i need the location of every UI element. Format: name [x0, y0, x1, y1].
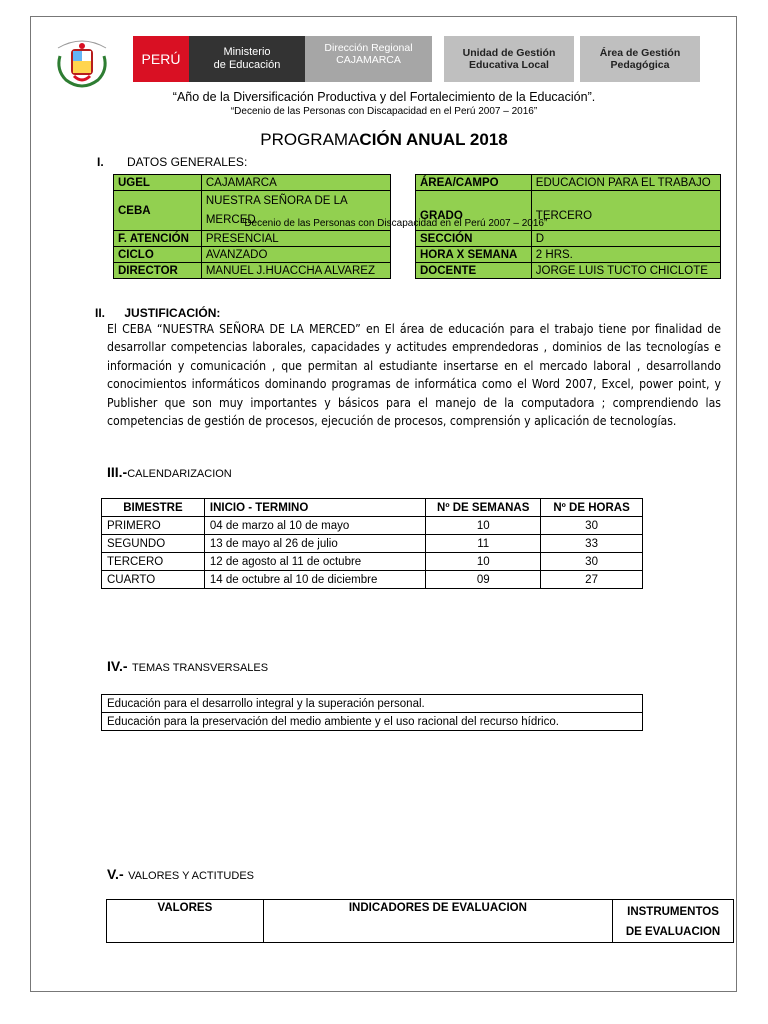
cal-header-semanas: Nº DE SEMANAS — [426, 499, 541, 517]
coat-of-arms-logo — [52, 36, 112, 88]
section-1-title: DATOS GENERALES: — [127, 155, 248, 169]
cal-cell: 27 — [541, 571, 643, 589]
cal-cell: TERCERO — [102, 553, 205, 571]
table-header-row — [102, 499, 643, 517]
grado-key: GRADO — [416, 191, 532, 231]
ugel-key: UGEL — [114, 175, 202, 191]
ugel-badge — [444, 36, 574, 82]
tema-cell: Educación para el desarrollo integral y la superación personal. — [102, 695, 643, 713]
area-gestion-badge — [580, 36, 700, 82]
table-row — [114, 263, 391, 279]
cal-cell: 12 de agosto al 11 de octubre — [204, 553, 425, 571]
table-row — [102, 695, 643, 713]
table-row — [114, 247, 391, 263]
title-part-b: CIÓN ANUAL 2018 — [359, 130, 508, 149]
section-3-title: CALENDARIZACION — [127, 468, 232, 480]
page-title — [0, 130, 768, 150]
cal-cell: 13 de mayo al 26 de julio — [204, 535, 425, 553]
peru-label: PERÚ — [141, 51, 181, 67]
area-line2: Pedagógica — [610, 59, 670, 71]
year-motto: “Año de la Diversificación Productiva y del Fortalecimiento de la Educación”. — [172, 90, 596, 104]
hora-value: 2 HRS. — [531, 247, 720, 263]
table-row — [416, 231, 721, 247]
section-3-number: III.- — [107, 464, 128, 480]
cal-cell: 09 — [426, 571, 541, 589]
ciclo-key: CICLO — [114, 247, 202, 263]
cal-cell: 04 de marzo al 10 de mayo — [204, 517, 425, 535]
valores-table — [106, 899, 734, 943]
table-row — [114, 175, 391, 191]
ciclo-value: AVANZADO — [201, 247, 390, 263]
section-5-heading — [107, 866, 254, 884]
director-key: DIRECTOR — [114, 263, 202, 279]
cal-cell: SEGUNDO — [102, 535, 205, 553]
title-part-a: PROGRAMA — [260, 130, 360, 149]
seccion-value: D — [531, 231, 720, 247]
grado-value: TERCERO — [531, 191, 720, 231]
val-header-valores: VALORES — [107, 900, 264, 943]
area-value: EDUCACION PARA EL TRABAJO — [531, 175, 720, 191]
section-1-heading — [97, 155, 247, 169]
table-row — [102, 553, 643, 571]
ministerio-line2: de Educación — [213, 59, 281, 71]
val-header-indicadores: INDICADORES DE EVALUACION — [263, 900, 612, 943]
table-row — [416, 175, 721, 191]
fatencion-key: F. ATENCIÓN — [114, 231, 202, 247]
ugel-line2: Educativa Local — [469, 59, 549, 71]
cal-cell: 11 — [426, 535, 541, 553]
peru-badge — [133, 36, 189, 82]
cal-cell: 10 — [426, 553, 541, 571]
section-2-number: II. — [95, 306, 106, 320]
fatencion-value: PRESENCIAL — [201, 231, 390, 247]
ugel-value: CAJAMARCA — [201, 175, 390, 191]
justificacion-paragraph: El CEBA “NUESTRA SEÑORA DE LA MERCED” en El área de educación para el trabajo tiene por finalidad de desarrollar competencias laborales, capacidades y actitudes emprendedoras , dominios de las tecnologías e información y comunicación , que permitan al estudiante insertarse en el mercado laboral , desarrollando conocimientos informáticos dominando programas de informática como el Word 2007, Excel, power point, y Publisher que son muy importantes y básicos para el manejo de la computadora ; comprendiendo las competencias de gestión de procesos, ejecución de procesos, comprensión y aplicación de tecnologías. — [107, 322, 721, 429]
docente-key: DOCENTE — [416, 263, 532, 279]
table-row — [102, 535, 643, 553]
table-row — [102, 571, 643, 589]
cal-cell: 30 — [541, 553, 643, 571]
table-row — [102, 517, 643, 535]
temas-table — [101, 694, 643, 731]
section-1-number: I. — [97, 155, 104, 169]
section-5-title: VALORES Y ACTITUDES — [128, 870, 254, 882]
ministerio-line1: Ministerio — [223, 46, 271, 58]
director-value: MANUEL J.HUACCHA ALVAREZ — [201, 263, 390, 279]
table-header-row — [107, 900, 734, 943]
section-4-title: TEMAS TRANSVERSALES — [131, 662, 269, 674]
decenio-overlap-text: “Decenio de las Personas con Discapacidad en el Perú 2007 – 2016” — [241, 218, 548, 229]
area-key: ÁREA/CAMPO — [416, 175, 532, 191]
cal-cell: CUARTO — [102, 571, 205, 589]
seccion-key: SECCIÓN — [416, 231, 532, 247]
cal-header-horas: Nº DE HORAS — [541, 499, 643, 517]
ceba-key: CEBA — [114, 191, 202, 231]
table-row — [102, 713, 643, 731]
table-row — [416, 263, 721, 279]
section-2-title: JUSTIFICACIÓN: — [124, 306, 221, 320]
direccion-line2: CAJAMARCA — [336, 54, 401, 66]
cal-header-inicio: INICIO - TERMINO — [204, 499, 425, 517]
section-4-heading — [107, 658, 268, 676]
cal-header-bimestre: BIMESTRE — [102, 499, 205, 517]
ceba-value: NUESTRA SEÑORA DE LA MERCED — [201, 191, 390, 231]
table-row — [114, 231, 391, 247]
hora-key: HORA X SEMANA — [416, 247, 532, 263]
ministerio-badge — [189, 36, 305, 82]
docente-value: JORGE LUIS TUCTO CHICLOTE — [531, 263, 720, 279]
calendarizacion-table — [101, 498, 643, 589]
cal-cell: PRIMERO — [102, 517, 205, 535]
cal-cell: 33 — [541, 535, 643, 553]
cal-cell: 10 — [426, 517, 541, 535]
section-3-heading — [107, 464, 232, 482]
tema-cell: Educación para la preservación del medio ambiente y el uso racional del recurso hídrico. — [102, 713, 643, 731]
direccion-regional-badge — [305, 36, 432, 82]
section-4-number: IV.- — [107, 658, 128, 674]
cal-cell: 14 de octubre al 10 de diciembre — [204, 571, 425, 589]
val-header-instrumentos: INSTRUMENTOS DE EVALUACION — [613, 900, 734, 943]
direccion-line1: Dirección Regional — [324, 42, 413, 54]
cal-cell: 30 — [541, 517, 643, 535]
section-5-number: V.- — [107, 866, 124, 882]
section-2-heading — [95, 306, 220, 320]
ugel-line1: Unidad de Gestión — [462, 47, 556, 59]
decenio-line: “Decenio de las Personas con Discapacidad en el Perú 2007 – 2016” — [230, 106, 538, 117]
table-row — [416, 247, 721, 263]
area-line1: Área de Gestión — [599, 47, 681, 59]
